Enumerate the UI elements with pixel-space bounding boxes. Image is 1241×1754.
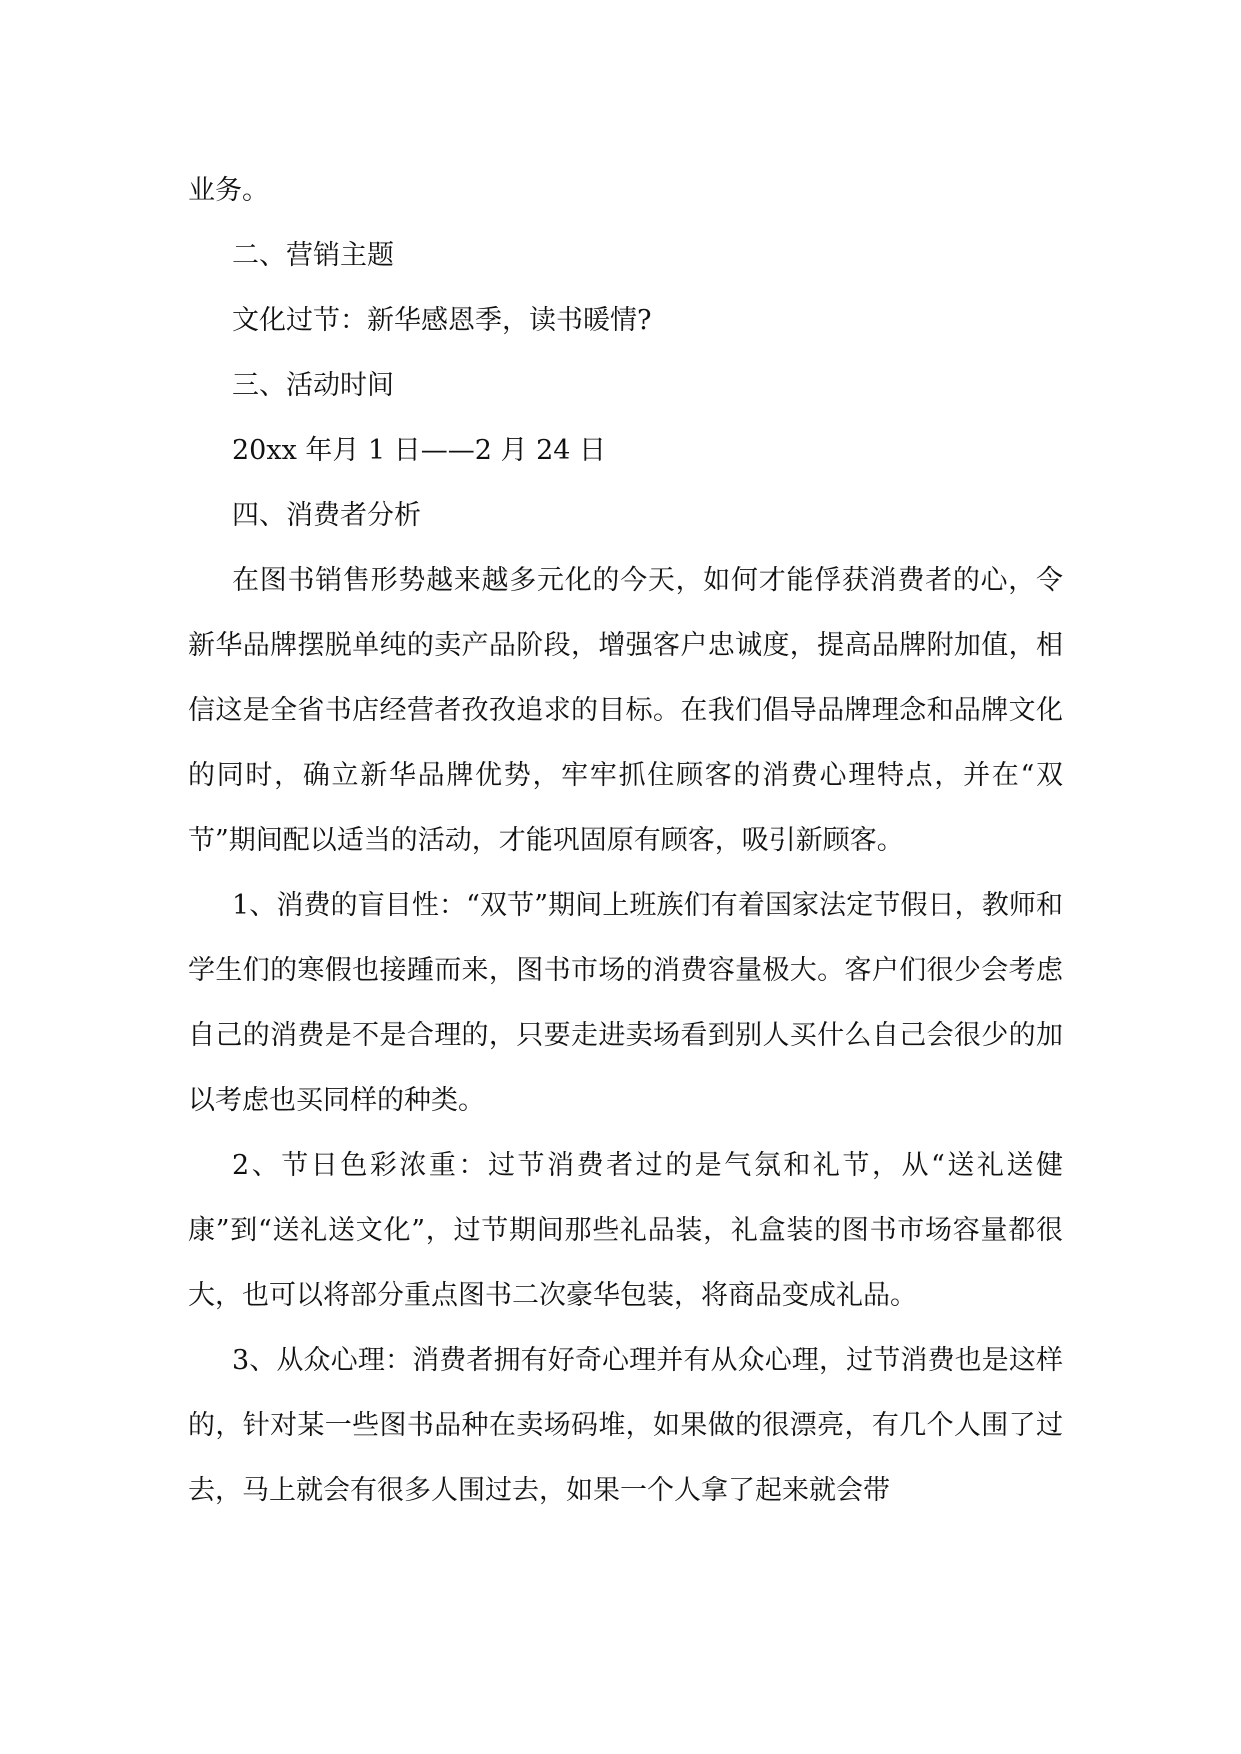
consumer-analysis-intro: 在图书销售形势越来越多元化的今天，如何才能俘获消费者的心，令新华品牌摆脱单纯的卖产品阶段，增强客户忠诚度，提高品牌附加值，相信这是全省书店经营者孜孜追求的目标。在我们倡导品牌理念和品牌文化的同时，确立新华品牌优势，牢牢抓住顾客的消费心理特点，并在“双节”期间配以适当的活动，才能巩固原有顾客，吸引新顾客。: [188, 565, 1063, 856]
section-heading-consumer-analysis: 四、消费者分析: [232, 500, 421, 531]
consumer-point-herd-mentality: 3、从众心理：消费者拥有好奇心理并有从众心理，过节消费也是这样的，针对某一些图书品种在卖场码堆，如果做的很漂亮，有几个人围了过去，马上就会有很多人围过去，如果一个人拿了起来就会带: [188, 1345, 1063, 1506]
consumer-point-festive-atmosphere: 2、节日色彩浓重：过节消费者过的是气氛和礼节，从“送礼送健康”到“送礼送文化”，过节期间那些礼品装，礼盒装的图书市场容量都很大，也可以将部分重点图书二次豪华包装，将商品变成礼品。: [188, 1150, 1063, 1311]
paragraph-continuation: 业务。: [188, 175, 269, 206]
document-body: [188, 158, 1063, 1523]
consumer-point-blind-consumption: 1、消费的盲目性：“双节”期间上班族们有着国家法定节假日，教师和学生们的寒假也接踵而来，图书市场的消费容量极大。客户们很少会考虑自己的消费是不是合理的，只要走进卖场看到别人买什么自己会很少的加以考虑也买同样的种类。: [188, 890, 1063, 1116]
activity-time-text: 20xx 年月 1 日——2 月 24 日: [232, 435, 607, 466]
section-heading-marketing-theme: 二、营销主题: [232, 240, 394, 271]
marketing-theme-text: 文化过节：新华感恩季，读书暖情?: [232, 305, 652, 336]
section-heading-activity-time: 三、活动时间: [232, 370, 394, 401]
